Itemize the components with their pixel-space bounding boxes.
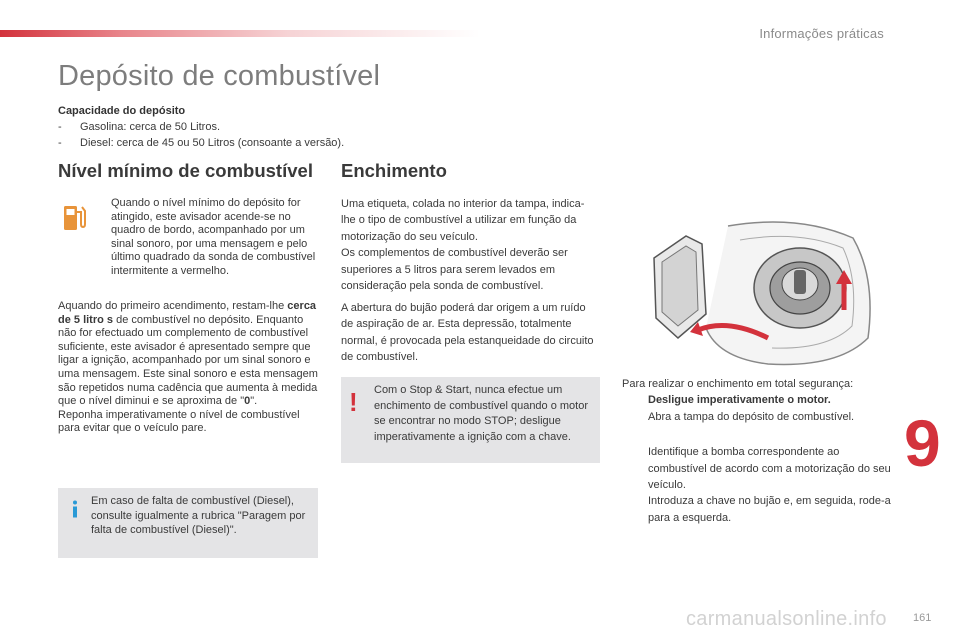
page-title: Depósito de combustível	[58, 60, 381, 92]
first-start-bold: cerca de 5 litro s	[58, 300, 317, 326]
steps-intro: Para realizar o enchimento em total segurança:	[622, 378, 854, 390]
first-start-paragraph	[58, 300, 323, 436]
step-text: Abra a tampa do depósito de combustível.	[648, 410, 855, 423]
bullet-icon	[622, 409, 648, 425]
section-header: Informações práticas	[759, 26, 884, 41]
step-text: Introduza a chave no bujão e, em seguida, rode-a para a esquerda.	[648, 495, 891, 524]
first-start-text: Aquando do primeiro acendimento, restam-lhe	[58, 300, 288, 312]
bullet-icon	[622, 444, 648, 493]
capacity-item	[58, 119, 344, 135]
capacity-item	[58, 135, 344, 151]
bullet-icon	[622, 392, 648, 408]
first-start-text: ".	[250, 395, 258, 408]
heading-minimum-fuel-level: Nível mínimo de combustível	[58, 160, 313, 181]
info-text: Em caso de falta de combustível (Diesel), consulte igualmente a rubrica "Paragem por falta de combustível (Diesel)".	[91, 495, 306, 537]
warning-exclamation-icon: !	[349, 387, 358, 417]
first-start-zero: 0	[244, 395, 251, 408]
top-accent-bar	[0, 30, 480, 37]
warning-box	[341, 377, 600, 463]
warning-text: Com o Stop & Start, nunca efectue um enchimento de combustível quando o motor se encontrar no modo STOP; desligue imperativamente a ignição com a chave.	[374, 384, 589, 443]
indicator-description: Quando o nível mínimo do depósito for atingido, este avisador acende-se no quadro de bordo, acompanhado por um sinal sonoro, por uma mensagem e pelo último quadrado da sonda de combustível intermitente a vermelho.	[111, 197, 316, 277]
refuel-label-paragraph	[341, 196, 599, 294]
cap-noise-paragraph: A abertura do bujão poderá dar origem a um ruído de aspiração de ar. Esta depressão, totalmente normal, é provocada pela estanqueidade do circuito de combustível.	[341, 302, 594, 364]
capacity-item-text: Gasolina: cerca de 50 Litros.	[80, 121, 221, 133]
heading-refuelling: Enchimento	[341, 160, 447, 181]
capacity-title: Capacidade do depósito	[58, 105, 186, 117]
safety-steps	[622, 376, 892, 526]
refuel-minimum-text: Os complementos de combustível deverão ser superiores a 5 litros para serem levados em consideração pela sonda de combustível.	[341, 247, 568, 293]
capacity-item-text: Diesel: cerca de 45 ou 50 Litros (consoante a versão).	[80, 137, 345, 149]
step-text: Identifique a bomba correspondente ao combustível de acordo com a motorização do seu veículo.	[648, 446, 891, 492]
step-text: Desligue imperativamente o motor.	[648, 394, 831, 407]
list-item	[622, 392, 892, 408]
dash: -	[58, 137, 62, 149]
refuel-label-text: Uma etiqueta, colada no interior da tampa, indica-lhe o tipo de combustível a utilizar em função da motorização do seu veículo.	[341, 198, 585, 243]
fuel-flap-illustration	[648, 218, 878, 370]
chapter-number: 9	[904, 406, 941, 480]
list-item	[622, 409, 892, 425]
watermark: carmanualsonline.info	[686, 608, 887, 630]
first-start-text: de combustível no depósito. Enquanto não for efectuado um complemento de combustível suficiente, este avisador é apresentado sempre que ligar a ignição, acompanhado por um sinal sonoro e uma mensagem. Este sinal sonoro e esta mensagem são repetidos numa cadência que aumenta à medida que o nível diminui e se aproxima de "	[58, 313, 318, 408]
page-number: 161	[913, 612, 932, 624]
dash: -	[58, 121, 62, 133]
info-box	[58, 488, 318, 558]
fuel-pump-icon	[62, 200, 86, 232]
bullet-icon	[622, 493, 648, 526]
info-icon	[70, 500, 80, 518]
refill-advice: Reponha imperativamente o nível de combustível para evitar que o veículo pare.	[58, 408, 300, 435]
list-item	[622, 493, 892, 526]
list-item	[622, 444, 892, 493]
capacity-block	[58, 103, 344, 151]
